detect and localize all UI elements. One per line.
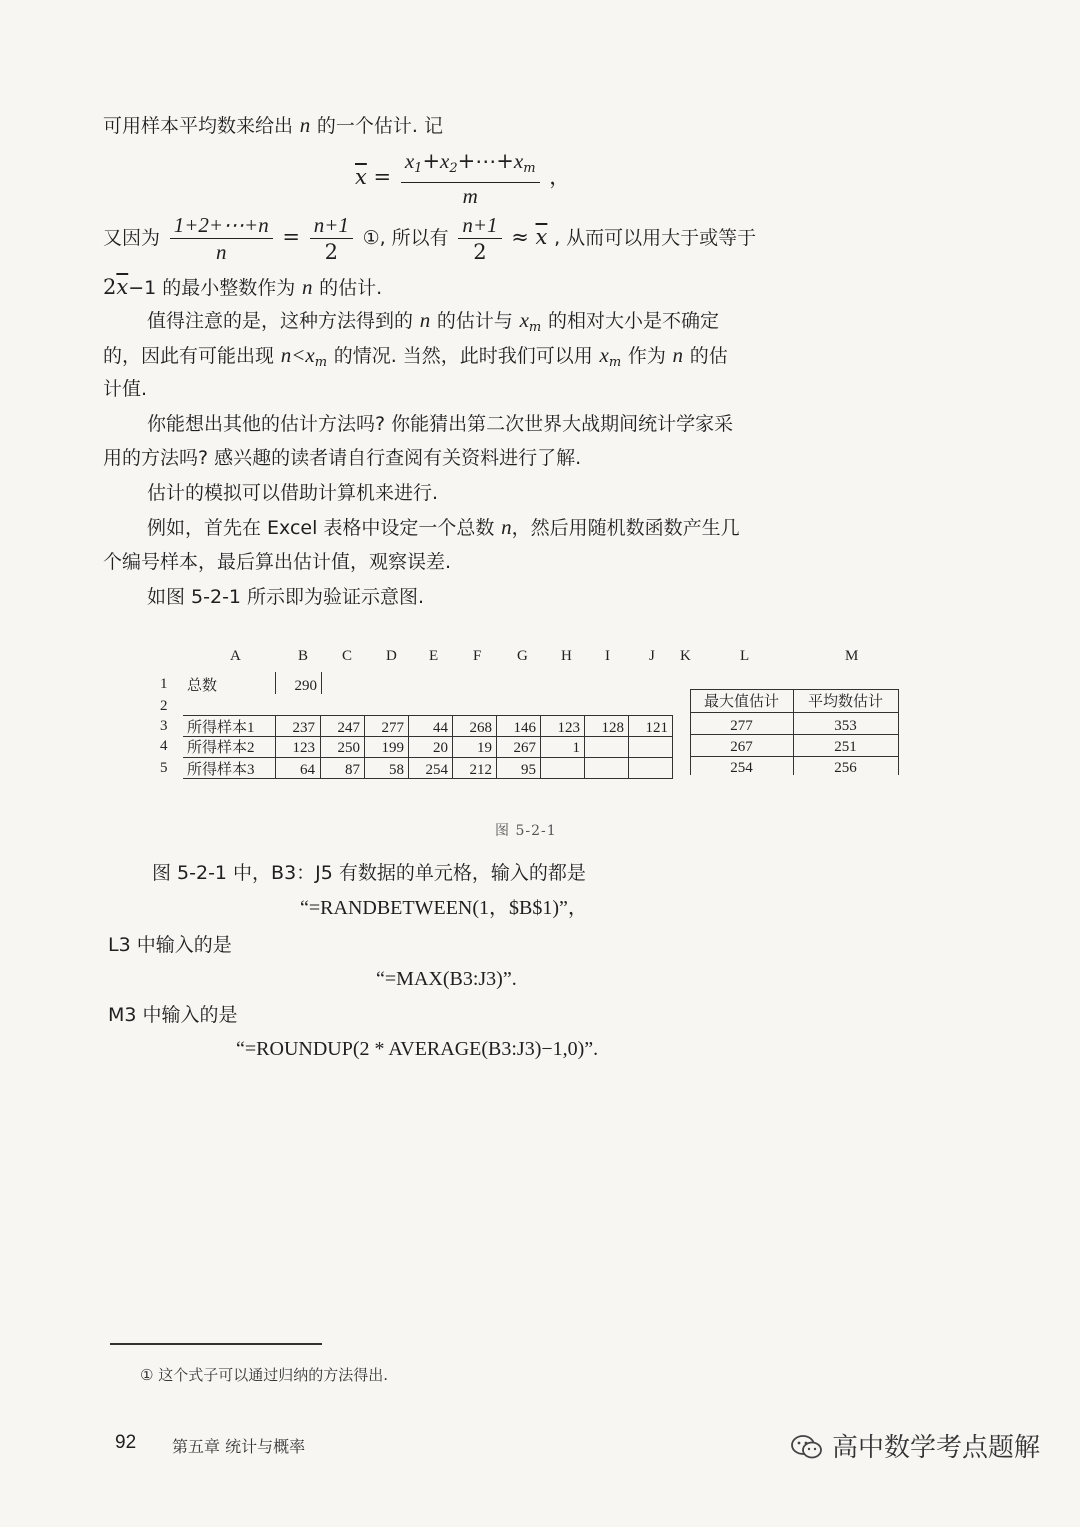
table-cell [540,760,584,780]
grid-line [183,778,673,779]
row-header-2: 2 [160,698,168,714]
estimate-cell: 267 [730,739,753,755]
table-row-label: 所得样本2 [187,740,255,756]
cell-b1-border [275,672,276,694]
column-header-g: G [517,648,528,664]
table-cell [584,738,628,758]
text-line-15: L3 中输入的是 [108,934,232,956]
table-cell: 267 [513,740,536,756]
table-cell: 277 [381,720,404,736]
table-cell [628,760,672,780]
formula-roundup: “=ROUNDUP(2 * AVERAGE(B3:J3)−1,0)”. [236,1038,599,1060]
table-cell: 254 [425,762,448,778]
table-row-label: 所得样本1 [187,720,255,736]
text-line-6: 的，因此有可能出现 $n<x_m$ 的情况. 当然，此时我们可以用 $x_m$ 作为 n 的估 [103,343,728,370]
text-line-12: 个编号样本，最后算出估计值，观察误差. [103,551,452,573]
estimate-cell: 256 [834,760,857,776]
table-cell [584,760,628,780]
table-row-label: 所得样本3 [187,762,255,778]
table-cell: 268 [469,720,492,736]
cell-b1-border-right [321,672,322,694]
table-cell: 212 [469,762,492,778]
mean-fraction: $\frac{x_1+x_2+\cdots+x_m}{m}$ [401,148,540,209]
estimate-cell: 277 [730,718,753,734]
column-header-k: K [680,648,691,664]
grid-line [898,689,899,775]
table-cell: 64 [300,762,315,778]
column-header-e: E [429,648,439,664]
grid-line [628,715,629,778]
text-line-14: 图 5-2-1 中，B3：J5 有数据的单元格，输入的都是 [152,862,586,884]
column-header-j: J [649,648,655,664]
column-header-i: I [605,648,610,664]
column-header-f: F [473,648,482,664]
grid-line [183,736,673,737]
figure-caption: 图 5-2-1 [495,823,557,839]
text-line-8: 你能想出其他的估计方法吗? 你能猜出第二次世界大战期间统计学家采 [147,413,734,435]
text-line-1: 可用样本平均数来给出 n 的一个估计. 记 [103,113,443,137]
cell-b1: 290 [294,678,317,694]
formula-randbetween: “=RANDBETWEEN(1，$B$1)”， [300,897,588,919]
table-cell: 123 [292,740,315,756]
row-header-3: 3 [160,718,168,734]
table-cell: 247 [337,720,360,736]
grid-line [183,715,673,716]
table-cell: 237 [292,720,315,736]
text-line-5: 值得注意的是，这种方法得到的 n 的估计与 $x_m$ 的相对大小是不确定 [147,308,719,335]
text-line-16: M3 中输入的是 [108,1004,238,1026]
grid-line [793,689,794,775]
table-cell: 128 [601,720,624,736]
grid-line [183,757,673,758]
table-cell: 121 [645,720,668,736]
table-cell: 58 [389,762,404,778]
footnote: ① 这个式子可以通过归纳的方法得出. [140,1366,388,1384]
watermark: 高中数学考点题解 [790,1427,1040,1464]
table-cell: 123 [557,720,580,736]
page-number: 92 [115,1432,137,1453]
estimate-header: 平均数估计 [807,694,883,710]
table-cell: 87 [345,762,360,778]
text-line-9: 用的方法吗? 感兴趣的读者请自行查阅有关资料进行了解. [103,447,582,469]
grid-line [320,715,321,778]
text-line-7: 计值. [103,378,148,400]
table-cell [628,738,672,758]
text-line-4: $2\overline{x}-1$ 的最小整数作为 n 的估计. [103,275,383,299]
column-header-m: M [845,648,859,664]
table-cell: 95 [521,762,536,778]
spreadsheet-figure [155,648,905,788]
cell-a1: 总数 [187,678,218,694]
row-header-1: 1 [160,676,168,692]
table-cell: 146 [513,720,536,736]
grid-line [690,689,691,775]
footnote-rule [110,1343,322,1345]
column-header-d: D [386,648,397,664]
column-header-l: L [740,648,750,664]
grid-line [452,715,453,778]
column-header-a: A [230,648,241,664]
text-line-sum: 又因为 $\frac{1+2+\cdots+n}{n}$ = $\frac{n+1}{2}$ ①, 所以有 $\frac{n+1}{2}$ ≈ $\overline{x}$ , 从而可以用大于或等于 [103,213,757,264]
estimate-cell: 251 [834,739,857,755]
text-line-11: 例如，首先在 Excel 表格中设定一个总数 n，然后用随机数函数产生几 [147,515,740,539]
grid-line [496,715,497,778]
text-line-13: 如图 5-2-1 所示即为验证示意图. [147,586,425,608]
table-cell: 1 [572,740,580,756]
grid-line [408,715,409,778]
chapter-title: 第五章 统计与概率 [172,1437,306,1456]
wechat-icon [790,1434,824,1460]
column-header-h: H [561,648,572,664]
grid-line [540,715,541,778]
estimate-cell: 353 [834,718,857,734]
grid-line [584,715,585,778]
column-header-c: C [342,648,353,664]
mean-formula: $\overline{x}$ = $\frac{x_1+x_2+\cdots+x_m}{m}$ ， [355,149,571,208]
table-cell: 20 [433,740,448,756]
formula-max: “=MAX(B3:J3)”. [376,968,517,990]
row-header-5: 5 [160,760,168,776]
table-cell: 44 [433,720,448,736]
grid-line [364,715,365,778]
estimate-header: 最大值估计 [703,694,779,710]
text-line-10: 估计的模拟可以借助计算机来进行. [147,482,439,504]
grid-line [275,715,276,778]
column-header-b: B [298,648,309,664]
grid-line [672,715,673,778]
row-header-4: 4 [160,738,168,754]
estimate-cell: 254 [730,760,753,776]
table-cell: 19 [477,740,492,756]
table-cell: 199 [381,740,404,756]
table-cell: 250 [337,740,360,756]
